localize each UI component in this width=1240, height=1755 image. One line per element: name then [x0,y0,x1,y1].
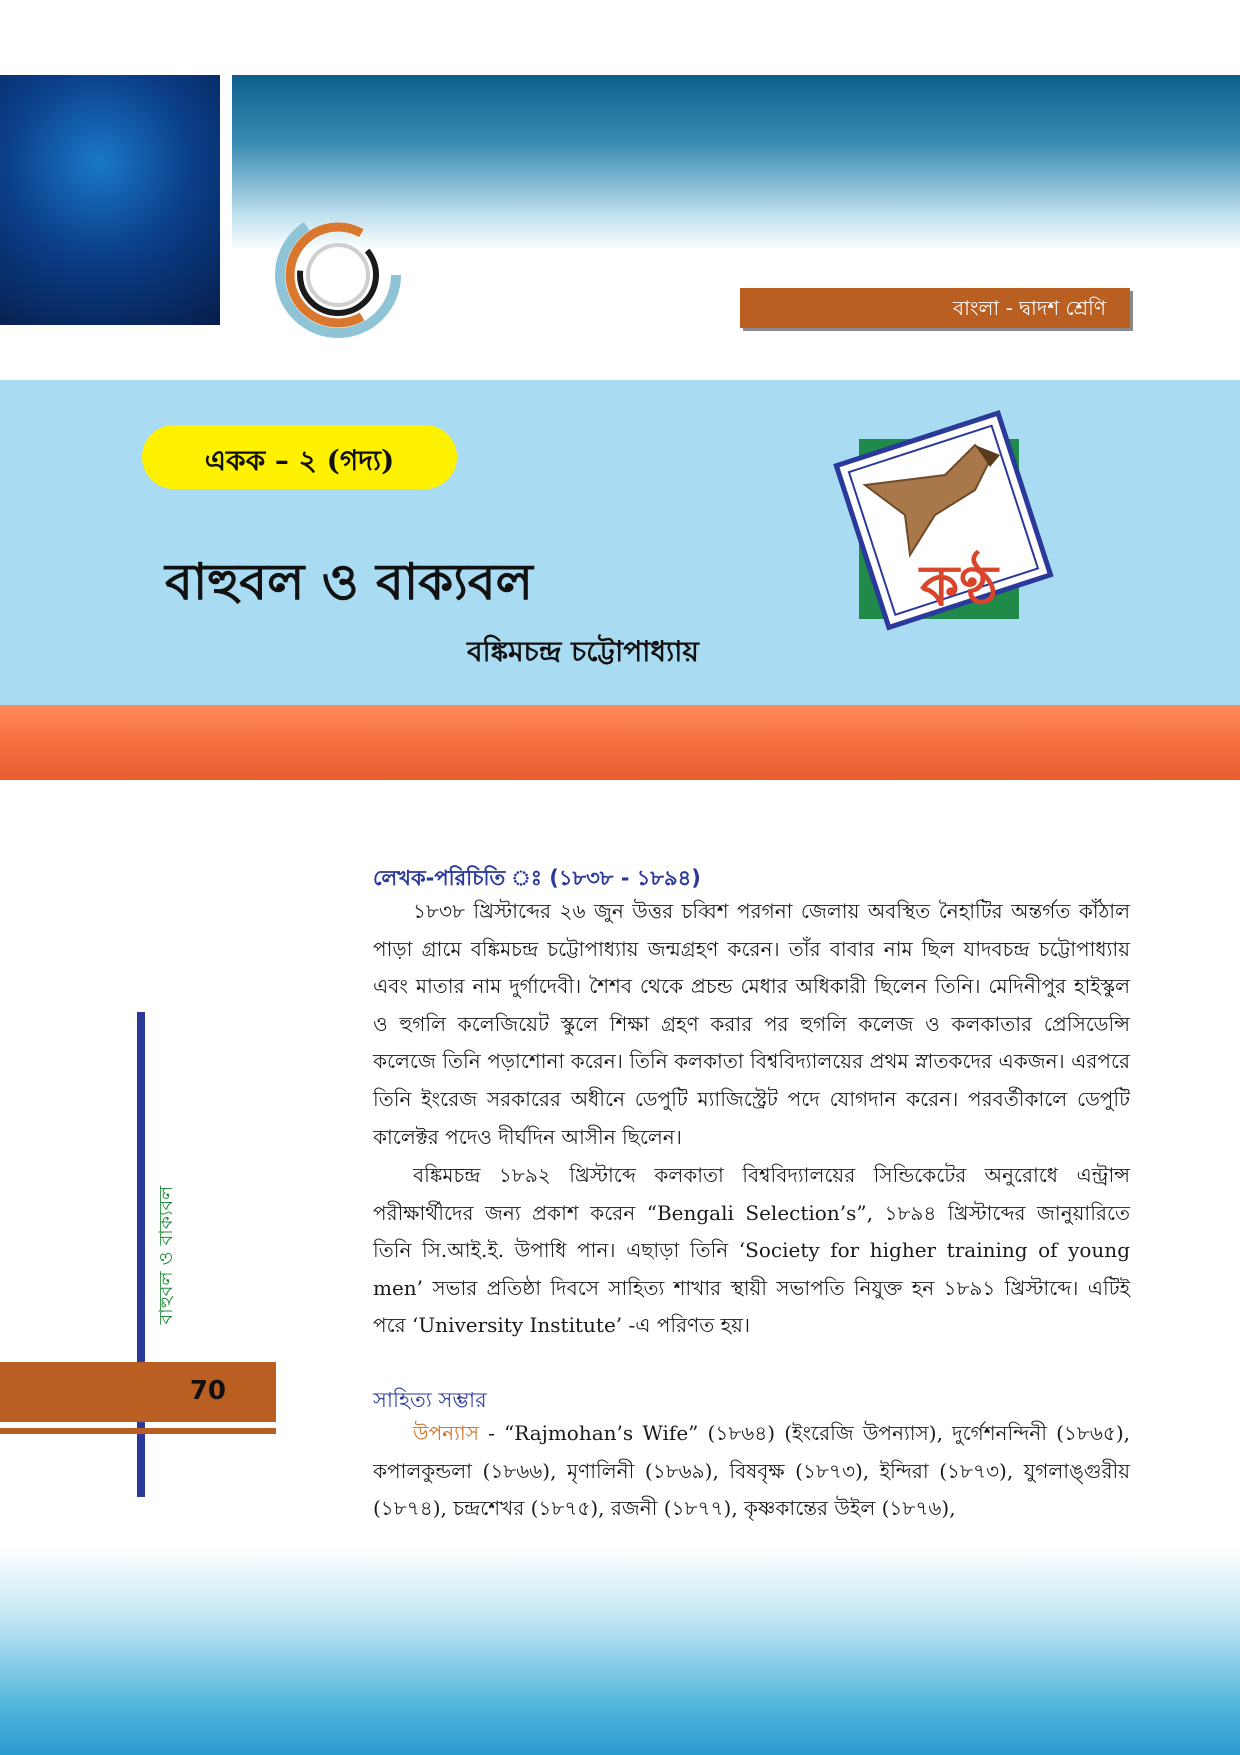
header-blue-panel [0,75,220,325]
lesson-title: বাহুবল ও বাক্যবল [165,552,533,611]
biography-heading: লেখক-পরিচিতি ঃ (১৮৩৮ - ১৮৯৪) [373,866,701,890]
works-category: উপন্যাস [413,1421,479,1445]
page-number: 70 [189,1376,226,1406]
emblem-text: কণ্ঠ [920,554,998,619]
author-name: বঙ্কিমচন্দ্র চট্টোপাধ্যায় [467,635,699,668]
page-number-box [0,1362,276,1422]
orange-divider-band [0,705,1240,780]
class-label-bar [740,288,1130,328]
class-label: বাংলা - দ্বাদশ শ্রেণি [952,296,1106,320]
side-running-title [148,1170,188,1340]
page-number-underline [0,1428,276,1434]
footer-gradient-band [0,1548,1240,1755]
side-running-title-text: বাহুবল ও বাক্যবল [155,1185,177,1325]
unit-label: একক – ২ (গদ্য) [204,444,395,477]
works-heading: সাহিত্য সম্ভার [373,1388,487,1412]
biography-paragraph-2: বঙ্কিমচন্দ্র ১৮৯২ খ্রিস্টাব্দে কলকাতা বিশ্ববিদ্যালয়ের সিন্ডিকেটের অনুরোধে এন্ট্রান্স পরীক্ষার্থীদের জন্য প্রকাশ করেন “Bengali Selection’s”, ১৮৯৪ খ্রিস্টাব্দের জানুয়ারিতে তিনি সি.আই.ই. উপাধি পান। এছাড়া তিনি ‘Society for higher training of young men’ সভার প্রতিষ্ঠা দিবসে সাহিত্য শাখার স্থায়ী সভাপতি নিযুক্ত হন ১৮৯১ খ্রিস্টাব্দে। এটিই পরে ‘University Institute’ -এ পরিণত হয়। [373,1163,1130,1338]
ring-logo-icon [268,205,408,345]
biography-paragraph-1: ১৮৩৮ খ্রিস্টাব্দের ২৬ জুন উত্তর চব্বিশ পরগনা জেলায় অবস্থিত নৈহাটির অন্তর্গত কাঁঠাল পাড়া গ্রামে বঙ্কিমচন্দ্র চট্টোপাধ্যায় জন্মগ্রহণ করেন। তাঁর বাবার নাম ছিল যাদবচন্দ্র চট্টোপাধ্যায় এবং মাতার নাম দুর্গাদেবী। শৈশব থেকে প্রচন্ড মেধার অধিকারী ছিলেন তিনি। মেদিনীপুর হাইস্কুল ও হুগলি কলেজিয়েট স্কুলে শিক্ষা গ্রহণ করার পর হুগলি কলেজ ও কলকাতার প্রেসিডেন্সি কলেজে তিনি পড়াশোনা করেন। তিনি কলকাতা বিশ্ববিদ্যালয়ের প্রথম স্নাতকদের একজন। এরপরে তিনি ইংরেজ সরকারের অধীনে ডেপুটি ম্যাজিস্ট্রেট পদে যোগদান করেন। পরবর্তীকালে ডেপুটি কালেক্টর পদেও দীর্ঘদিন আসীন ছিলেন। [373,899,1130,1149]
unit-pill [142,425,457,489]
works-list: - “Rajmohan’s Wife” (১৮৬৪) (ইংরেজি উপন্যাস), দুর্গেশনন্দিনী (১৮৬৫), কপালকুন্ডলা (১৮৬৬), মৃণালিনী (১৮৬৯), বিষবৃক্ষ (১৮৭৩), ইন্দিরা (১৮৭৩), যুগলাঙ্গুরীয় (১৮৭৪), চন্দ্রশেখর (১৮৭৫), রজনী (১৮৭৭), কৃষ্ণকান্তের উইল (১৮৭৬), [373,1421,1130,1521]
bird-emblem-icon [825,405,1055,635]
side-rule [137,1012,145,1497]
works-paragraph [373,1415,1130,1528]
